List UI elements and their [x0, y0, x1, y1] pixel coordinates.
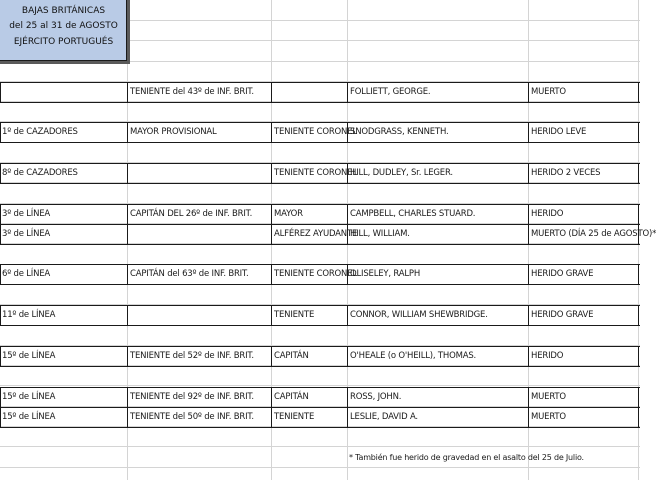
table-cell-unit: 1º de CAZADORES	[2, 127, 78, 137]
cell-border	[638, 407, 639, 427]
row-border	[0, 82, 640, 83]
cell-border	[271, 163, 272, 183]
row-border	[0, 284, 640, 285]
table-cell-name: FOLLIETT, GEORGE.	[350, 87, 431, 97]
gridline	[0, 446, 640, 447]
cell-border	[127, 122, 128, 142]
cell-border	[127, 163, 128, 183]
cell-border	[127, 387, 128, 407]
table-cell-unit: 15º de LÍNEA	[2, 351, 56, 361]
table-cell-unit: 3º de LÍNEA	[2, 229, 51, 239]
table-cell-british-rank: TENIENTE del 92º de INF. BRIT.	[130, 392, 254, 402]
table-cell-unit: 15º de LÍNEA	[2, 412, 56, 422]
cell-border	[0, 122, 1, 142]
row-border	[0, 427, 640, 428]
cell-border	[271, 305, 272, 325]
table-cell-british-rank: MAYOR PROVISIONAL	[130, 127, 217, 137]
cell-border	[127, 407, 128, 427]
table-cell-unit: 11º de LÍNEA	[2, 310, 56, 320]
table-cell-status: MUERTO (DÍA 25 de AGOSTO)*	[531, 229, 656, 239]
title-line-2: del 25 al 31 de AGOSTO	[9, 21, 118, 31]
cell-border	[271, 224, 272, 244]
table-cell-british-rank: TENIENTE del 52º de INF. BRIT.	[130, 351, 254, 361]
cell-border	[127, 346, 128, 366]
cell-border	[347, 82, 348, 102]
table-cell-unit: 6º de LÍNEA	[2, 269, 51, 279]
cell-border	[528, 305, 529, 325]
cell-border	[638, 346, 639, 366]
row-border	[0, 224, 640, 225]
gridline	[0, 385, 640, 386]
cell-border	[638, 387, 639, 407]
cell-border	[0, 387, 1, 407]
table-cell-rank: TENIENTE CORONEL	[274, 127, 357, 137]
cell-border	[528, 122, 529, 142]
row-border	[0, 387, 640, 388]
cell-border	[638, 305, 639, 325]
cell-border	[528, 264, 529, 284]
row-border	[0, 244, 640, 245]
cell-border	[271, 122, 272, 142]
table-cell-status: HERIDO	[531, 209, 564, 219]
table-cell-unit: 8º de CAZADORES	[2, 168, 78, 178]
title-shadow	[127, 0, 130, 64]
cell-border	[127, 305, 128, 325]
cell-border	[347, 305, 348, 325]
cell-border	[347, 407, 348, 427]
row-border	[0, 163, 640, 164]
row-border	[0, 183, 640, 184]
cell-border	[347, 346, 348, 366]
table-cell-rank: CAPITÁN	[274, 392, 309, 402]
table-cell-status: MUERTO	[531, 87, 566, 97]
table-cell-rank: TENIENTE CORONEL	[274, 269, 357, 279]
cell-border	[127, 204, 128, 224]
table-cell-british-rank: TENIENTE del 50º de INF. BRIT.	[130, 412, 254, 422]
cell-border	[271, 346, 272, 366]
table-cell-status: MUERTO	[531, 392, 566, 402]
table-cell-rank: CAPITÁN	[274, 351, 309, 361]
cell-border	[0, 346, 1, 366]
row-border	[0, 204, 640, 205]
cell-border	[528, 407, 529, 427]
cell-border	[347, 204, 348, 224]
cell-border	[638, 204, 639, 224]
row-border	[0, 366, 640, 367]
row-border	[0, 264, 640, 265]
table-cell-name: ROSS, JOHN.	[350, 392, 402, 402]
table-cell-name: O'HEALE (o O'HEILL), THOMAS.	[350, 351, 477, 361]
cell-border	[347, 387, 348, 407]
cell-border	[271, 264, 272, 284]
table-cell-rank: TENIENTE	[274, 412, 315, 422]
cell-border	[528, 224, 529, 244]
cell-border	[271, 407, 272, 427]
cell-border	[0, 224, 1, 244]
cell-border	[528, 204, 529, 224]
cell-border	[127, 82, 128, 102]
table-cell-status: HERIDO GRAVE	[531, 269, 594, 279]
table-cell-unit: 3º de LÍNEA	[2, 209, 51, 219]
table-cell-british-rank: TENIENTE del 43º de INF. BRIT.	[130, 87, 254, 97]
table-cell-rank: ALFÉREZ AYUDANTE	[274, 229, 358, 239]
row-border	[0, 346, 640, 347]
cell-border	[638, 82, 639, 102]
title-line-1: BAJAS BRITÁNICAS	[21, 6, 106, 16]
cell-border	[0, 407, 1, 427]
cell-border	[0, 82, 1, 102]
table-cell-status: HERIDO LEVE	[531, 127, 587, 137]
table-cell-name: CONNOR, WILLIAM SHEWBRIDGE.	[350, 310, 488, 320]
title-shadow	[0, 61, 128, 64]
row-border	[0, 407, 640, 408]
row-border	[0, 325, 640, 326]
cell-border	[127, 264, 128, 284]
cell-border	[528, 346, 529, 366]
table-cell-status: HERIDO	[531, 351, 564, 361]
cell-border	[0, 163, 1, 183]
table-cell-name: SNODGRASS, KENNETH.	[350, 127, 449, 137]
row-border	[0, 122, 640, 123]
table-cell-unit: 15º de LÍNEA	[2, 392, 56, 402]
cell-border	[638, 264, 639, 284]
cell-border	[271, 82, 272, 102]
table-cell-name: HILL, WILLIAM.	[350, 229, 410, 239]
table-cell-name: LESLIE, DAVID A.	[350, 412, 418, 422]
cell-border	[0, 264, 1, 284]
table-cell-name: OLISELEY, RALPH	[350, 269, 421, 279]
cell-border	[0, 305, 1, 325]
cell-border	[127, 224, 128, 244]
cell-border	[528, 163, 529, 183]
table-cell-rank: TENIENTE	[274, 310, 315, 320]
cell-border	[528, 82, 529, 102]
gridline	[0, 467, 640, 468]
row-border	[0, 305, 640, 306]
cell-border	[0, 204, 1, 224]
title-line-3: EJÉRCITO PORTUGUÉS	[13, 37, 114, 47]
row-border	[0, 102, 640, 103]
cell-border	[271, 387, 272, 407]
table-cell-name: HILL, DUDLEY, Sr. LEGER.	[350, 168, 453, 178]
table-cell-status: HERIDO 2 VECES	[531, 168, 601, 178]
cell-border	[271, 204, 272, 224]
table-cell-british-rank: CAPITÁN del 63º de INF. BRIT.	[130, 269, 249, 279]
cell-border	[638, 122, 639, 142]
cell-border	[528, 387, 529, 407]
title-block	[0, 0, 127, 61]
table-cell-status: HERIDO GRAVE	[531, 310, 594, 320]
cell-border	[638, 163, 639, 183]
table-cell-rank: TENIENTE CORONEL	[274, 168, 357, 178]
table-cell-name: CAMPBELL, CHARLES STUARD.	[350, 209, 476, 219]
table-cell-rank: MAYOR	[274, 209, 303, 219]
footnote: * También fue herido de gravedad en el asalto del 25 de Julio.	[349, 453, 584, 462]
row-border	[0, 142, 640, 143]
table-cell-british-rank: CAPITÁN DEL 26º de INF. BRIT.	[130, 209, 253, 219]
table-cell-status: MUERTO	[531, 412, 566, 422]
